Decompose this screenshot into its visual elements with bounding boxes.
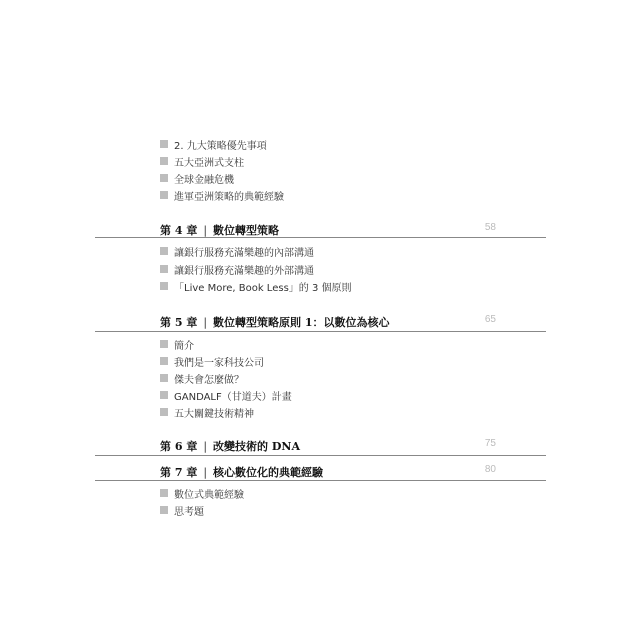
item-text: 五大關鍵技術精神: [174, 408, 254, 420]
chapter-heading[interactable]: [160, 313, 496, 331]
chapter-title: 核心數位化的典範經驗: [213, 466, 324, 479]
list-item: [160, 261, 314, 277]
chapter-heading[interactable]: [160, 463, 496, 481]
chapter-page-number: 75: [484, 438, 496, 449]
list-item: [160, 353, 264, 369]
list-item: [160, 136, 267, 152]
separator: |: [203, 315, 208, 329]
bullet-square-icon: [160, 506, 168, 514]
chapter-page-number: 58: [484, 222, 496, 233]
bullet-square-icon: [160, 408, 168, 416]
divider: [95, 331, 546, 332]
list-item: [160, 404, 254, 420]
chapter-number: 第 7 章: [160, 466, 198, 479]
bullet-square-icon: [160, 191, 168, 199]
chapter-number: 第 4 章: [160, 224, 198, 237]
bullet-square-icon: [160, 282, 168, 290]
chapter-page-number: 65: [484, 314, 496, 325]
bullet-square-icon: [160, 265, 168, 273]
chapter-title: 數位轉型策略: [213, 224, 280, 237]
item-text: 全球金融危機: [174, 174, 234, 186]
separator: |: [203, 465, 208, 479]
list-item: [160, 187, 284, 203]
bullet-square-icon: [160, 157, 168, 165]
bullet-square-icon: [160, 174, 168, 182]
list-item: [160, 170, 234, 186]
list-item: [160, 278, 352, 294]
divider: [95, 480, 546, 481]
item-text: 「Live More, Book Less」的 3 個原則: [174, 282, 352, 294]
item-text: 簡介: [174, 340, 194, 352]
bullet-square-icon: [160, 357, 168, 365]
chapter-number: 第 5 章: [160, 316, 198, 329]
divider: [95, 455, 546, 456]
item-text: 我們是一家科技公司: [174, 357, 264, 369]
chapter-title: 數位轉型策略原則 1：以數位為核心: [213, 316, 390, 329]
item-text: 進軍亞洲策略的典範經驗: [174, 191, 284, 203]
chapter-title: 改變技術的 DNA: [213, 440, 301, 453]
item-text: 讓銀行服務充滿樂趣的外部溝通: [174, 265, 314, 277]
item-text: 五大亞洲式支柱: [174, 157, 244, 169]
list-item: [160, 153, 244, 169]
item-text: 讓銀行服務充滿樂趣的內部溝通: [174, 247, 314, 259]
list-item: [160, 336, 194, 352]
item-text: 數位式典範經驗: [174, 489, 244, 501]
list-item: [160, 502, 204, 518]
item-text: 2. 九大策略優先事項: [174, 140, 267, 152]
bullet-square-icon: [160, 391, 168, 399]
separator: |: [203, 223, 208, 237]
bullet-square-icon: [160, 489, 168, 497]
bullet-square-icon: [160, 374, 168, 382]
chapter-number: 第 6 章: [160, 440, 198, 453]
chapter-heading[interactable]: [160, 437, 496, 455]
bullet-square-icon: [160, 140, 168, 148]
bullet-square-icon: [160, 247, 168, 255]
item-text: GANDALF（甘道夫）計畫: [174, 391, 292, 403]
list-item: [160, 243, 314, 259]
divider: [95, 237, 546, 238]
item-text: 思考題: [174, 506, 204, 518]
list-item: [160, 387, 292, 403]
list-item: [160, 485, 244, 501]
list-item: [160, 370, 244, 386]
item-text: 傑夫會怎麼做？: [174, 374, 244, 386]
chapter-page-number: 80: [484, 464, 496, 475]
separator: |: [203, 439, 208, 453]
bullet-square-icon: [160, 340, 168, 348]
